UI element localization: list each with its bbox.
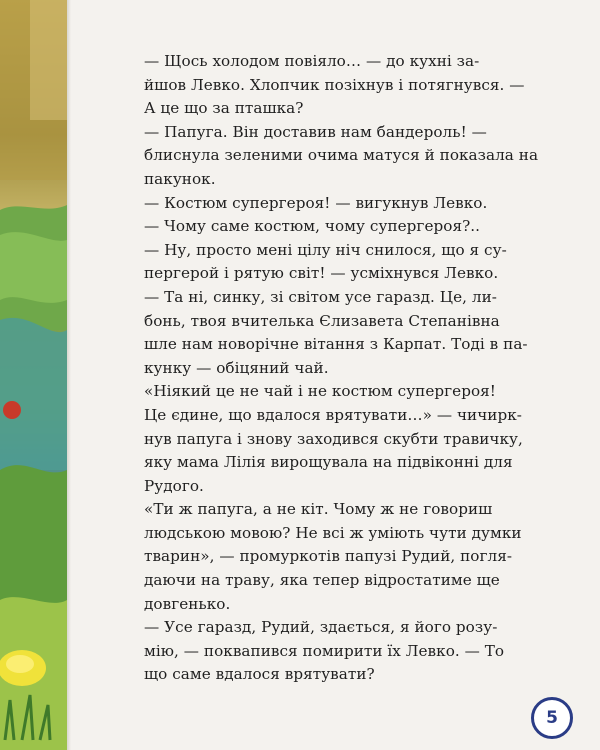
paragraph-1 — [132, 50, 525, 121]
text-line: — Костюм супергероя! — вигукнув Левко. — [144, 193, 488, 212]
paragraph-5 — [132, 239, 522, 286]
painted-meadow-illustration — [0, 0, 67, 750]
text-line: — Чому саме костюм, чому супергероя?.. — [144, 217, 481, 236]
text-line: що саме вдалося врятувати? — [144, 665, 375, 684]
page-edge-shadow — [67, 0, 71, 750]
text-line: Це єдине, що вдалося врятувати…» — чичирк- — [144, 405, 522, 424]
paragraph-3 — [132, 192, 522, 216]
text-line: довгенько. — [144, 594, 231, 613]
text-line: шле нам новорічне вітання з Карпат. Тоді в па- — [144, 335, 528, 354]
paragraph-7 — [132, 380, 522, 498]
text-line: А це що за пташка? — [144, 99, 304, 118]
text-line: тварин», — промуркотів папузі Рудий, погля- — [144, 547, 513, 566]
text-line: — Усе гаразд, Рудий, здається, я його розу- — [144, 618, 498, 637]
text-line: кунку — обіцяний чай. — [144, 358, 329, 377]
text-line: йшов Левко. Хлопчик позіхнув і потягнувся. — — [144, 75, 525, 94]
text-line: яку мама Лілія вирощувала на підвіконні для — [144, 453, 513, 472]
illustration-strip — [0, 0, 67, 750]
page-number: 5 — [546, 708, 558, 728]
text-line: — Щось холодом повіяло… — до кухні за- — [144, 52, 480, 70]
paragraph-2 — [132, 121, 539, 192]
text-line: даючи на траву, яка тепер відростатиме ще — [144, 571, 500, 590]
text-line: — Ну, просто мені цілу ніч снилося, що я су- — [144, 240, 507, 259]
text-line: бонь, твоя вчителька Єлизавета Степанівна — [144, 311, 500, 330]
text-line: мію, — поквапився помирити їх Левко. — То — [144, 641, 505, 660]
text-line: пакунок. — [144, 169, 216, 188]
paragraph-8 — [132, 498, 522, 616]
paragraph-9 — [132, 616, 522, 687]
text-line: — Папуга. Він доставив нам бандероль! — — [144, 122, 487, 141]
text-line: нув папуга і знову заходився скубти травичку, — [144, 429, 523, 448]
paragraph-6 — [132, 286, 528, 380]
story-text — [132, 50, 539, 687]
text-line: Рудого. — [144, 476, 204, 495]
page-number-badge — [531, 697, 573, 739]
text-line: «Ти ж папуга, а не кіт. Чому ж не говориш — [144, 500, 493, 519]
text-line: «Ніякий це не чай і не костюм супергероя! — [144, 382, 496, 401]
text-line: пергерой і рятую світ! — усміхнувся Левко. — [144, 264, 499, 283]
paragraph-4 — [132, 215, 522, 239]
text-line: — Та ні, синку, зі світом усе гаразд. Це, ли- — [144, 287, 497, 306]
text-line: блиснула зеленими очима матуся й показала на — [144, 146, 539, 165]
text-line: людською мовою? Не всі ж уміють чути думки — [144, 523, 522, 542]
